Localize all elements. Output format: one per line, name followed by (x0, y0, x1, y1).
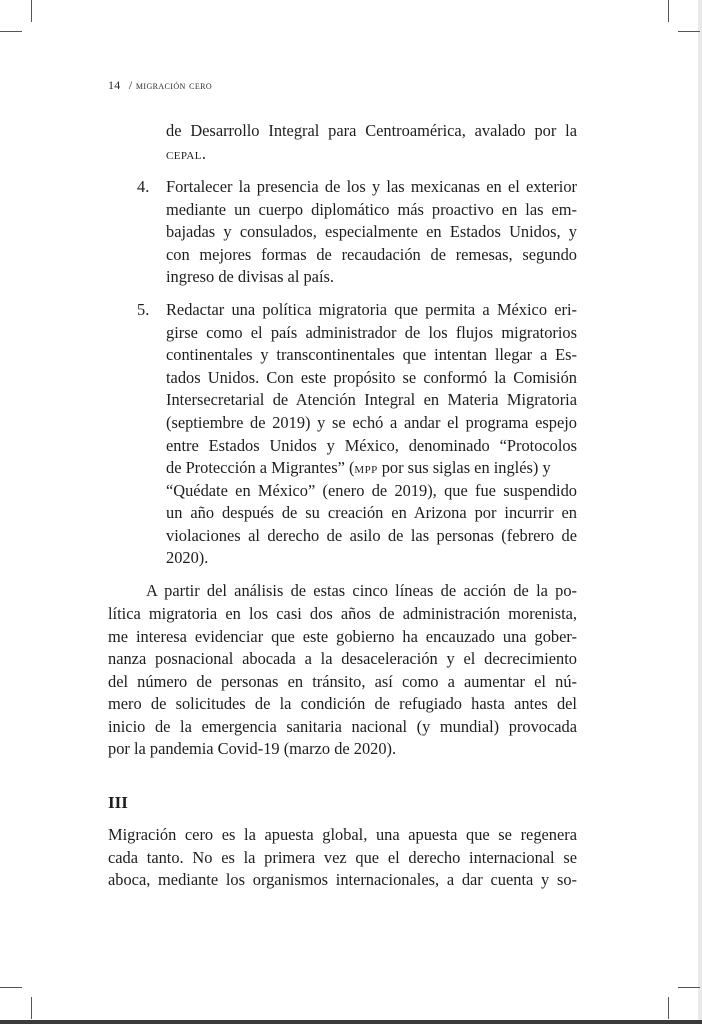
list-item-line: 2020). (166, 548, 209, 567)
page-edge-shadow (698, 0, 702, 1024)
list-item-line: continentales y transcontinentales que intentan llegar a Es- (166, 345, 577, 364)
list-item-line: (septiembre de 2019) y se echó a andar el programa espejo (166, 413, 577, 432)
list-item-line: Fortalecer la presencia de los y las mexicanas en el exterior (166, 177, 577, 196)
section-heading: III (108, 793, 128, 812)
running-head-title: migración cero (135, 78, 213, 92)
crop-mark-top-right-v (668, 0, 669, 22)
list-item-line: mediante un cuerpo diplomático más proactivo en las em- (166, 200, 577, 219)
section-line: cada tanto. No es la primera vez que el derecho internacional se (108, 848, 577, 867)
list-item-line: violaciones al derecho de asilo de las personas (febrero de (166, 526, 577, 545)
line-text: de Protección a Migrantes” ( (166, 458, 355, 477)
list-item-number: 4. (137, 177, 150, 196)
list-item-line: Redactar una política migratoria que permita a México eri- (166, 300, 577, 319)
paragraph-line: mero de solicitudes de la condición de refugiado hasta antes del (108, 694, 577, 713)
paragraph-line: A partir del análisis de estas cinco líneas de acción de la po- (146, 581, 577, 600)
list-item-line: “Quédate en México” (enero de 2019), que fue suspendido (166, 481, 577, 500)
crop-mark-bottom-right-v (668, 997, 669, 1019)
list-item-line: bajadas y consulados, especialmente en Estados Unidos, y (166, 222, 577, 241)
crop-mark-top-right-h (678, 31, 700, 32)
paragraph-line: inicio de la emergencia sanitaria nacional (y mundial) provocada (108, 717, 577, 736)
list-item-line: entre Estados Unidos y México, denominado “Protocolos (166, 436, 577, 455)
paragraph-line: por la pandemia Covid-19 (marzo de 2020). (108, 739, 397, 758)
crop-mark-bottom-right-h (678, 987, 700, 988)
crop-mark-top-left-v (31, 0, 32, 22)
list-item-line-with-acronym (166, 458, 577, 478)
paragraph-line: lítica migratoria en los casi dos años de administración morenista, (108, 604, 577, 623)
paragraph-line: me interesa evidenciar que este gobierno ha encauzado una gober- (108, 627, 577, 646)
running-head (108, 78, 212, 93)
section-line: aboca, mediante los organismos internacionales, a dar cuenta y so- (108, 870, 577, 889)
list-item-line: ingreso de divisas al país. (166, 267, 334, 286)
running-head-separator: / (128, 78, 133, 92)
list-continuation-line: cepal. (166, 144, 207, 163)
list-item-line: con mejores formas de recaudación de remesas, segundo (166, 245, 577, 264)
page-bottom-edge (0, 1020, 702, 1024)
list-item-line: girse como el país administrador de los flujos migratorios (166, 323, 577, 342)
crop-mark-bottom-left-h (0, 987, 22, 988)
list-item-line: un año después de su creación en Arizona por incurrir en (166, 503, 577, 522)
paragraph-line: del número de personas en tránsito, así como a aumentar el nú- (108, 672, 577, 691)
page-number: 14 (108, 78, 121, 92)
line-text-after-acronym: por sus siglas en inglés) y (377, 458, 551, 477)
list-item-line: Intersecretarial de Atención Integral en Materia Migratoria (166, 390, 577, 409)
list-item-line: tados Unidos. Con este propósito se conformó la Comisión (166, 368, 577, 387)
list-item-number: 5. (137, 300, 150, 319)
line-start (166, 458, 551, 478)
paragraph-line: nanza posnacional abocada a la desaceleración y el decrecimiento (108, 649, 577, 668)
crop-mark-top-left-h (0, 31, 22, 32)
acronym-mpp: mpp (354, 458, 378, 477)
section-line: Migración cero es la apuesta global, una apuesta que se regenera (108, 825, 577, 844)
list-continuation-line: de Desarrollo Integral para Centroamérica, avalado por la (166, 121, 577, 140)
crop-mark-bottom-left-v (31, 997, 32, 1019)
